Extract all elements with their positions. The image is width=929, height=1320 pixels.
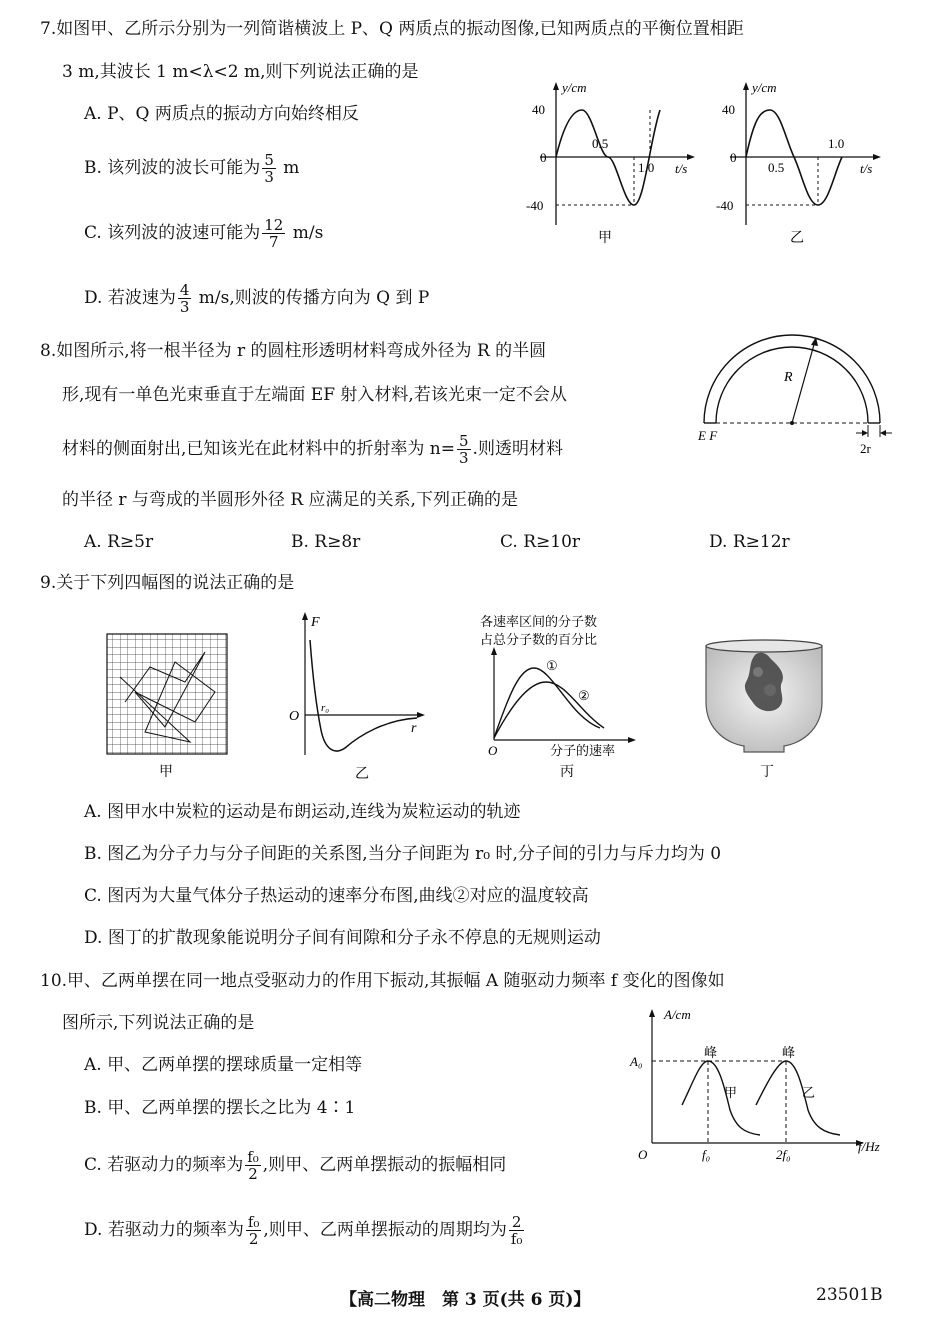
q7-option-d: D. 若波速为 $\frac{4}{3}$ m/s,则波的传播方向为 Q 到 P xyxy=(84,281,430,316)
q7-jia-tick-neg40: -40 xyxy=(526,198,544,213)
q7-d-fraction: $\frac{4}{3}$ xyxy=(179,281,190,316)
q9-bing-curve1: ① xyxy=(546,658,558,673)
q9-caption-jia: 甲 xyxy=(159,765,173,780)
q9-yi-r0: r₀ xyxy=(321,702,330,714)
q7-stem-line2: 3 m,其波长 1 m<λ<2 m,则下列说法正确的是 xyxy=(62,62,419,82)
q7-option-c: C. 该列波的波速可能为 $\frac{12}{7}$ m/s xyxy=(84,216,324,251)
q7-yi-tick-neg40: -40 xyxy=(716,198,734,213)
q7-yi-xlabel: t/s xyxy=(860,161,873,176)
q8-label-R: R xyxy=(784,370,793,385)
q10-resonance-graph xyxy=(620,1005,900,1165)
q7-jia-tick-10: 1.0 xyxy=(638,160,655,175)
q9-option-a: A. 图甲水中炭粒的运动是布朗运动,连线为炭粒运动的轨迹 xyxy=(84,802,521,822)
q10-d-fraction1: $\frac{\text{f₀}}{2}$ xyxy=(247,1213,260,1248)
q9-option-d: D. 图丁的扩散现象能说明分子间有间隙和分子永不停息的无规则运动 xyxy=(84,928,601,948)
q9-yi-F: F xyxy=(311,615,320,630)
q7-yi-tick-10: 1.0 xyxy=(828,136,845,151)
q10-O: O xyxy=(638,1147,648,1162)
q10-stem-line2: 图所示,下列说法正确的是 xyxy=(62,1013,255,1033)
q8-stem-line4: 的半径 r 与弯成的半圆形外径 R 应满足的关系,下列正确的是 xyxy=(62,490,518,510)
q10-option-a: A. 甲、乙两单摆的摆球质量一定相等 xyxy=(84,1055,363,1075)
q9-option-b: B. 图乙为分子力与分子间距的关系图,当分子间距为 r₀ 时,分子间的引力与斥力均为 0 xyxy=(84,844,722,864)
q8-label-EF: E F xyxy=(698,428,718,443)
q9-caption-yi: 乙 xyxy=(355,767,369,782)
q8-option-a: A. R≥5r xyxy=(84,532,154,552)
q10-option-c: C. 若驱动力的频率为 $\frac{\text{f₀}}{2}$ ,则甲、乙两单摆振动的振幅相同 xyxy=(84,1148,507,1183)
q10-label-jia: 甲 xyxy=(724,1085,738,1100)
q9-bing-title2: 占总分子数的百分比 xyxy=(480,632,598,647)
q7-jia-xlabel: t/s xyxy=(675,161,688,176)
q7-jia-ylabel: y/cm xyxy=(562,80,587,95)
q7-stem-line1: 7.如图甲、乙所示分别为一列简谐横波上 P、Q 两质点的振动图像,已知两质点的平衡位置相距 xyxy=(40,19,744,39)
q9-bing-O: O xyxy=(488,743,498,758)
q10-stem-line1: 10.甲、乙两单摆在同一地点受驱动力的作用下振动,其振幅 A 随驱动力频率 f 变化的图像如 xyxy=(40,971,725,991)
q10-ylabel: A/cm xyxy=(664,1007,691,1022)
q9-bing-curve2: ② xyxy=(578,688,590,703)
q8-stem-line2: 形,现有一单色光束垂直于左端面 EF 射入材料,若该光束一定不会从 xyxy=(62,385,567,405)
page-footer: 【高二物理 第 3 页(共 6 页)】 xyxy=(340,1290,591,1310)
q9-caption-ding: 丁 xyxy=(760,765,774,780)
q8-stem-line1: 8.如图所示,将一根半径为 r 的圆柱形透明材料弯成外径为 R 的半圆 xyxy=(40,341,547,361)
q9-bing-xlabel: 分子的速率 xyxy=(550,743,616,758)
q8-label-2r: 2r xyxy=(860,441,871,456)
q7-graph-jia xyxy=(520,80,700,250)
q9-caption-bing: 丙 xyxy=(560,765,574,780)
q7-yi-ylabel: y/cm xyxy=(752,80,777,95)
q10-f0: f₀ xyxy=(702,1147,711,1162)
q7-jia-tick-05: 0.5 xyxy=(592,136,609,151)
q8-option-b: B. R≥8r xyxy=(291,532,361,552)
q9-fig-ding-glass xyxy=(700,632,830,782)
q7-yi-caption: 乙 xyxy=(790,231,804,246)
q7-yi-tick-0: 0 xyxy=(730,150,737,165)
q7-yi-tick-05: 0.5 xyxy=(768,160,785,175)
q10-2f0: 2f₀ xyxy=(776,1147,791,1162)
q9-yi-O: O xyxy=(289,709,300,724)
q8-stem-line3: 材料的侧面射出,已知该光在此材料中的折射率为 n= $\frac{5}{3}$ .则透明材料 xyxy=(62,432,563,467)
q8-n-fraction: $\frac{5}{3}$ xyxy=(459,432,469,467)
q10-option-b: B. 甲、乙两单摆的摆长之比为 4∶1 xyxy=(84,1098,356,1118)
q7-jia-tick-40: 40 xyxy=(532,102,545,117)
q9-bing-title1: 各速率区间的分子数 xyxy=(480,614,598,629)
q9-fig-jia-grid xyxy=(105,632,235,782)
q8-option-d: D. R≥12r xyxy=(709,532,790,552)
q8-option-c: C. R≥10r xyxy=(500,532,581,552)
q7-graph-yi xyxy=(710,80,890,250)
q10-peak2: 峰 xyxy=(782,1045,796,1060)
q9-option-c: C. 图丙为大量气体分子热运动的速率分布图,曲线②对应的温度较高 xyxy=(84,886,589,906)
q10-xlabel: f/Hz xyxy=(858,1139,880,1154)
q7-c-fraction: $\frac{12}{7}$ xyxy=(264,216,284,251)
q9-stem: 9.关于下列四幅图的说法正确的是 xyxy=(40,573,295,593)
q10-option-d: D. 若驱动力的频率为 $\frac{\text{f₀}}{2}$ ,则甲、乙两单摆振动的周期均为 $\frac{2}{\text{f₀}}$ xyxy=(84,1213,523,1248)
q7-option-b: B. 该列波的波长可能为 $\frac{5}{3}$ m xyxy=(84,151,300,186)
q7-yi-tick-40: 40 xyxy=(722,102,735,117)
q7-option-a: A. P、Q 两质点的振动方向始终相反 xyxy=(84,104,359,124)
q7-jia-caption: 甲 xyxy=(598,231,612,246)
q10-c-fraction: $\frac{\text{f₀}}{2}$ xyxy=(247,1148,259,1183)
paper-code: 23501B xyxy=(816,1285,883,1305)
q10-peak1: 峰 xyxy=(704,1045,718,1060)
q10-d-fraction2: $\frac{2}{\text{f₀}}$ xyxy=(510,1213,523,1248)
q10-label-yi: 乙 xyxy=(802,1085,816,1100)
q9-yi-r: r xyxy=(411,721,417,736)
q9-fig-bing-distribution xyxy=(480,612,650,782)
q10-A0: A₀ xyxy=(630,1054,643,1069)
q7-jia-tick-0: 0 xyxy=(540,150,547,165)
q8-semicircle-figure xyxy=(690,325,900,460)
q9-fig-yi-force xyxy=(285,610,435,782)
q7-b-fraction: $\frac{5}{3}$ xyxy=(264,151,274,186)
